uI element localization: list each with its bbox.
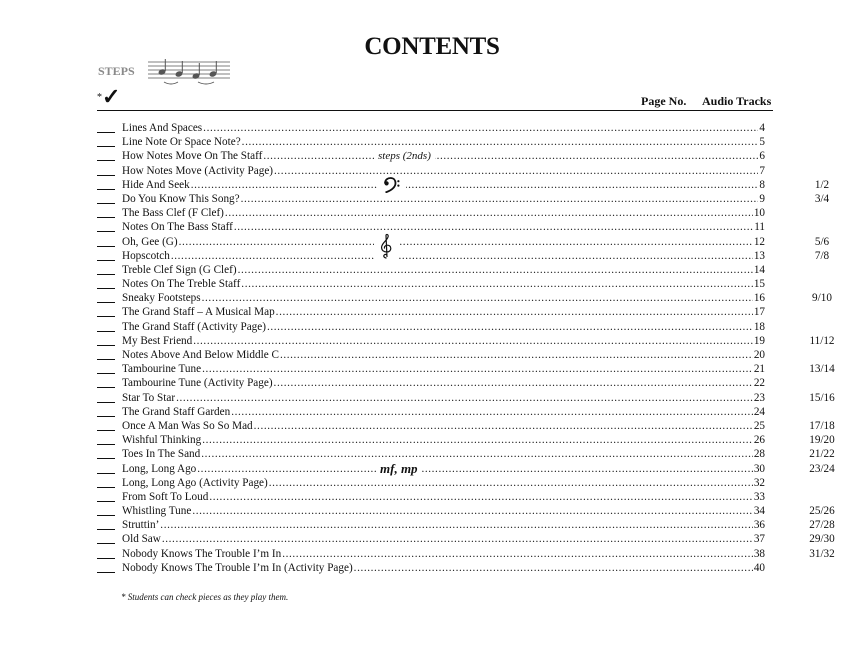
toc-row <box>97 149 797 163</box>
checkbox-blank[interactable] <box>97 376 115 388</box>
entry-title: Struttin’ <box>122 519 160 532</box>
checkbox-blank[interactable] <box>97 518 115 530</box>
dot-leader <box>171 249 753 263</box>
checkbox-blank[interactable] <box>97 135 115 147</box>
entry-page-number: 18 <box>753 320 765 333</box>
toc-row <box>97 405 797 419</box>
entry-title: Notes Above And Below Middle C <box>122 349 279 361</box>
page-number-header: Page No. <box>641 94 687 108</box>
toc-entry <box>122 532 765 546</box>
dot-leader <box>203 121 758 135</box>
toc-row <box>97 561 797 575</box>
entry-page-number: 5 <box>759 136 765 149</box>
toc-row <box>97 334 835 348</box>
dot-leader <box>241 192 759 206</box>
toc-row <box>97 490 797 504</box>
toc-row <box>97 235 830 249</box>
entry-page-number: 34 <box>753 505 765 518</box>
toc-entry <box>122 164 765 178</box>
toc-entry <box>122 376 765 390</box>
dot-leader <box>202 433 753 447</box>
entry-title: Nobody Knows The Trouble I’m In <box>122 547 282 560</box>
entry-page-number: 12 <box>753 235 765 248</box>
entry-title: The Grand Staff – A Musical Map <box>122 306 275 319</box>
toc-entry <box>122 462 765 476</box>
checkbox-blank[interactable] <box>97 362 115 374</box>
entry-page-number: 20 <box>753 349 765 361</box>
entry-audio-tracks: 19/20 <box>809 434 835 447</box>
footnote: * Students can check pieces as they play them. <box>121 592 289 602</box>
entry-page-number: 17 <box>753 306 765 319</box>
entry-page-number: 9 <box>759 192 765 205</box>
entry-audio-tracks: 5/6 <box>814 235 830 248</box>
entry-title: Lines And Spaces <box>122 122 203 134</box>
toc-row <box>97 447 835 461</box>
toc-entry <box>122 433 765 447</box>
entry-title: The Grand Staff (Activity Page) <box>122 320 266 333</box>
toc-entry <box>122 547 765 561</box>
checkbox-blank[interactable] <box>97 277 115 289</box>
entry-page-number: 40 <box>753 561 765 574</box>
entry-audio-tracks: 17/18 <box>809 419 835 432</box>
toc-entry <box>122 476 765 490</box>
toc-row <box>97 518 835 532</box>
entry-title: Tambourine Tune (Activity Page) <box>122 377 273 390</box>
toc-entry <box>122 419 765 433</box>
entry-audio-tracks: 27/28 <box>809 519 835 532</box>
entry-title: How Notes Move On The Staff <box>122 150 263 163</box>
contents-list <box>97 121 835 575</box>
dot-leader <box>354 561 753 575</box>
checkbox-blank[interactable] <box>97 547 115 559</box>
entry-audio-tracks: 15/16 <box>809 391 835 404</box>
toc-row <box>97 135 797 149</box>
entry-page-number: 22 <box>753 377 765 390</box>
dot-leader <box>192 504 752 518</box>
checkbox-blank[interactable] <box>97 561 115 573</box>
dot-leader <box>280 348 753 362</box>
entry-title: Whistling Tune <box>122 505 192 518</box>
header-divider <box>97 110 773 111</box>
entry-title: Oh, Gee (G) <box>122 235 178 248</box>
dot-leader <box>231 405 753 419</box>
dot-leader <box>197 462 753 476</box>
dot-leader <box>193 334 753 348</box>
toc-row <box>97 433 835 447</box>
entry-page-number: 21 <box>753 363 765 376</box>
toc-row <box>97 348 797 362</box>
dot-leader <box>179 235 753 249</box>
toc-entry <box>122 362 765 376</box>
toc-row <box>97 178 830 192</box>
toc-entry <box>122 504 765 518</box>
entry-audio-tracks: 21/22 <box>809 448 835 461</box>
asterisk-marker: * <box>97 92 102 103</box>
entry-title: Treble Clef Sign (G Clef) <box>122 263 237 276</box>
entry-title: Do You Know This Song? <box>122 192 240 205</box>
toc-entry <box>122 192 765 206</box>
entry-title: Hopscotch <box>122 249 170 262</box>
entry-page-number: 14 <box>753 263 765 276</box>
toc-entry <box>122 320 765 334</box>
entry-page-number: 26 <box>753 434 765 447</box>
checkbox-blank[interactable] <box>97 348 115 360</box>
toc-entry <box>122 405 765 419</box>
checkbox-blank[interactable] <box>97 433 115 445</box>
entry-title: Star To Star <box>122 391 176 404</box>
entry-audio-tracks: 11/12 <box>809 334 835 347</box>
toc-entry <box>122 263 765 277</box>
toc-row <box>97 305 797 319</box>
entry-title: Sneaky Footsteps <box>122 292 201 305</box>
entry-title: Hide And Seek <box>122 178 190 191</box>
dot-leader <box>269 476 753 490</box>
entry-audio-tracks: 31/32 <box>809 547 835 560</box>
entry-page-number: 11 <box>754 221 765 234</box>
checkbox-blank[interactable] <box>97 490 115 502</box>
entry-page-number: 10 <box>753 207 765 220</box>
entry-page-number: 25 <box>753 419 765 432</box>
entry-page-number: 19 <box>753 334 765 347</box>
entry-page-number: 37 <box>753 533 765 546</box>
entry-title: Once A Man Was So So Mad <box>122 419 253 432</box>
entry-page-number: 28 <box>753 448 765 461</box>
entry-audio-tracks: 29/30 <box>809 533 835 546</box>
toc-entry <box>122 121 765 135</box>
entry-title: Notes On The Bass Staff <box>122 221 233 234</box>
entry-page-number: 32 <box>753 476 765 489</box>
dot-leader <box>225 206 753 220</box>
entry-title: Old Saw <box>122 533 161 546</box>
entry-title: Nobody Knows The Trouble I’m In (Activity Page) <box>122 561 353 574</box>
toc-entry <box>122 135 765 149</box>
toc-row <box>97 419 835 433</box>
checkbox-blank[interactable] <box>97 164 115 176</box>
dot-leader <box>191 178 759 192</box>
checkbox-blank[interactable] <box>97 447 115 459</box>
toc-row <box>97 376 797 390</box>
toc-entry <box>122 447 765 461</box>
entry-title: Tambourine Tune <box>122 363 202 376</box>
checkbox-blank[interactable] <box>97 504 115 516</box>
checkbox-blank[interactable] <box>97 192 115 204</box>
toc-row <box>97 249 830 263</box>
dot-leader <box>202 362 753 376</box>
toc-row <box>97 391 835 405</box>
dot-leader <box>238 263 753 277</box>
entry-title: Notes On The Treble Staff <box>122 278 241 291</box>
toc-entry <box>122 235 765 249</box>
toc-row <box>97 547 835 561</box>
dot-leader <box>242 135 759 149</box>
toc-entry <box>122 178 765 192</box>
toc-entry <box>122 149 765 163</box>
entry-audio-tracks: 3/4 <box>814 192 830 205</box>
entry-audio-tracks: 25/26 <box>809 505 835 518</box>
dot-leader <box>160 518 753 532</box>
entry-page-number: 30 <box>753 462 765 475</box>
entry-page-number: 13 <box>753 249 765 262</box>
checkbox-blank[interactable] <box>97 206 115 218</box>
toc-entry <box>122 561 765 575</box>
toc-row <box>97 320 797 334</box>
checkbox-blank[interactable] <box>97 121 115 133</box>
entry-title: Toes In The Sand <box>122 448 201 461</box>
entry-page-number: 6 <box>759 150 765 163</box>
toc-entry <box>122 490 765 504</box>
checkbox-blank[interactable] <box>97 263 115 275</box>
toc-entry <box>122 391 765 405</box>
entry-title: How Notes Move (Activity Page) <box>122 164 274 177</box>
toc-entry <box>122 220 765 234</box>
entry-audio-tracks: 9/10 <box>812 292 832 305</box>
dot-leader <box>282 547 753 561</box>
entry-page-number: 38 <box>753 547 765 560</box>
entry-audio-tracks: 23/24 <box>809 462 835 475</box>
entry-title: From Soft To Loud <box>122 490 209 503</box>
checkbox-blank[interactable] <box>97 305 115 317</box>
checkbox-blank[interactable] <box>97 220 115 232</box>
toc-row <box>97 164 797 178</box>
entry-page-number: 23 <box>753 391 765 404</box>
checkbox-blank[interactable] <box>97 405 115 417</box>
checkbox-blank[interactable] <box>97 149 115 161</box>
entry-page-number: 36 <box>753 519 765 532</box>
toc-row <box>97 277 797 291</box>
checkbox-blank[interactable] <box>97 235 115 247</box>
toc-row <box>97 192 830 206</box>
dot-leader <box>162 532 753 546</box>
treble-clef-icon <box>374 233 399 264</box>
dot-leader <box>176 391 753 405</box>
toc-row <box>97 263 797 277</box>
dot-leader <box>254 419 753 433</box>
entry-page-number: 24 <box>753 405 765 418</box>
toc-entry <box>122 291 765 305</box>
checkbox-blank[interactable] <box>97 334 115 346</box>
toc-row <box>97 121 797 135</box>
toc-entry <box>122 348 765 362</box>
toc-row <box>97 220 797 234</box>
entry-page-number: 15 <box>753 278 765 291</box>
entry-title: Line Note Or Space Note? <box>122 136 241 149</box>
entry-title: The Bass Clef (F Clef) <box>122 207 224 220</box>
entry-page-number: 7 <box>759 164 765 177</box>
toc-row <box>97 362 835 376</box>
entry-audio-tracks: 13/14 <box>809 363 835 376</box>
entry-audio-tracks: 1/2 <box>814 178 830 191</box>
checkbox-blank[interactable] <box>97 462 115 474</box>
steps-label: STEPS <box>98 64 135 78</box>
steps-note: steps (2nds) <box>374 149 435 163</box>
checkmark-icon: ✓ <box>102 84 121 109</box>
checkbox-blank[interactable] <box>97 178 115 190</box>
toc-entry <box>122 305 765 319</box>
toc-entry <box>122 518 765 532</box>
dot-leader <box>209 490 752 504</box>
entry-audio-tracks: 7/8 <box>814 249 830 262</box>
steps-staff-icon <box>146 58 236 90</box>
dot-leader <box>201 447 753 461</box>
toc-entry <box>122 334 765 348</box>
check-column-header <box>97 86 120 108</box>
checkbox-blank[interactable] <box>97 476 115 488</box>
toc-entry <box>122 249 765 263</box>
checkbox-blank[interactable] <box>97 291 115 303</box>
checkbox-blank[interactable] <box>97 532 115 544</box>
entry-page-number: 33 <box>753 490 765 503</box>
dot-leader <box>263 149 758 163</box>
entry-page-number: 8 <box>759 178 765 191</box>
entry-title: Long, Long Ago (Activity Page) <box>122 476 268 489</box>
toc-row <box>97 504 835 518</box>
dot-leader <box>274 376 753 390</box>
toc-row <box>97 291 832 305</box>
checkbox-blank[interactable] <box>97 419 115 431</box>
checkbox-blank[interactable] <box>97 320 115 332</box>
entry-title: Long, Long Ago <box>122 462 197 475</box>
toc-row <box>97 462 835 476</box>
bass-clef-icon <box>378 177 406 198</box>
entry-page-number: 4 <box>759 122 765 134</box>
dot-leader <box>241 277 753 291</box>
entry-title: My Best Friend <box>122 334 193 347</box>
toc-row <box>97 532 835 546</box>
entry-title: The Grand Staff Garden <box>122 405 231 418</box>
toc-row <box>97 206 797 220</box>
dot-leader <box>234 220 753 234</box>
page-title: CONTENTS <box>364 33 500 60</box>
checkbox-blank[interactable] <box>97 249 115 261</box>
dot-leader <box>274 164 758 178</box>
dot-leader <box>276 305 753 319</box>
entry-page-number: 16 <box>753 292 765 305</box>
dot-leader <box>202 291 753 305</box>
toc-entry <box>122 206 765 220</box>
toc-entry <box>122 277 765 291</box>
dynamics-note: mf, mp <box>376 462 422 476</box>
toc-row <box>97 476 797 490</box>
entry-title: Wishful Thinking <box>122 434 202 447</box>
audio-tracks-header: Audio Tracks <box>702 94 772 108</box>
dot-leader <box>267 320 753 334</box>
checkbox-blank[interactable] <box>97 391 115 403</box>
